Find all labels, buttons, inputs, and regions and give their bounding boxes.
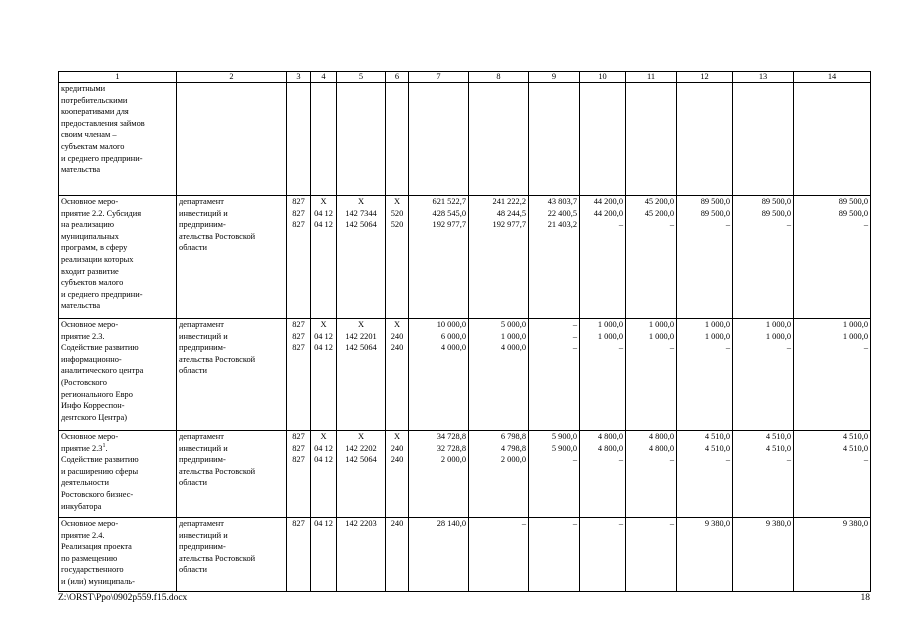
header-cell: 9: [529, 72, 580, 83]
value-line: 5 900,0: [551, 432, 577, 441]
value-line: 45 200,0: [644, 197, 674, 206]
value-line: 827: [292, 197, 305, 206]
value-line: Х: [357, 432, 365, 441]
value-line: 142 5064: [345, 343, 377, 353]
value-line: 04 12: [314, 443, 333, 453]
value-line: 1 000,0: [648, 320, 674, 329]
value-cell: [794, 518, 871, 592]
value-cell: [469, 196, 529, 319]
value-cell: [677, 196, 733, 319]
value-cell: [469, 83, 529, 196]
value-cell: [733, 518, 794, 592]
value-cell: [677, 83, 733, 196]
value-line: 44 200,0: [593, 197, 623, 206]
value-line: 4 800,0: [597, 432, 623, 441]
value-line: 04 12: [314, 331, 333, 341]
header-row: [59, 72, 871, 83]
value-line: –: [669, 220, 674, 230]
header-cell: 8: [469, 72, 529, 83]
value-cell: [733, 431, 794, 518]
value-cell: [287, 431, 311, 518]
value-line: 89 500,0: [761, 208, 791, 218]
value-line: 241 222,2: [492, 197, 526, 206]
value-line: –: [725, 343, 730, 353]
value-line: –: [863, 455, 868, 465]
value-cell: [580, 431, 626, 518]
header-cell: 3: [287, 72, 311, 83]
value-line: –: [572, 320, 577, 329]
value-cell: [287, 518, 311, 592]
value-line: 04 12: [314, 455, 333, 465]
value-line: 89 500,0: [838, 197, 868, 206]
value-line: 4 510,0: [765, 432, 791, 441]
value-cell: [386, 196, 409, 319]
value-cell: [386, 431, 409, 518]
value-line: 827: [292, 331, 305, 341]
value-cell: [580, 319, 626, 431]
value-line: 5 000,0: [500, 320, 526, 329]
value-line: –: [786, 455, 791, 465]
value-cell: [409, 431, 469, 518]
value-line: 89 500,0: [838, 208, 868, 218]
value-line: 2 000,0: [440, 455, 466, 465]
value-cell: [386, 319, 409, 431]
table-row: [59, 83, 871, 196]
value-line: 2 000,0: [500, 455, 526, 465]
value-line: 1 000,0: [704, 320, 730, 329]
value-line: –: [725, 220, 730, 230]
value-line: 4 000,0: [440, 343, 466, 353]
header-cell: 7: [409, 72, 469, 83]
value-line: 28 140,0: [436, 519, 466, 528]
value-cell: [677, 518, 733, 592]
value-cell: [626, 518, 677, 592]
value-line: Х: [393, 432, 401, 441]
value-line: –: [786, 343, 791, 353]
value-line: 827: [292, 443, 305, 453]
activity-name: кредитными потребительскими кооперативами для предоставления займов своим членам – субъектам малого и среднего предприни- мательства: [59, 83, 177, 196]
value-line: 240: [390, 331, 404, 341]
value-line: 1 000,0: [648, 331, 674, 341]
value-line: 04 12: [314, 343, 333, 353]
value-cell: [409, 196, 469, 319]
value-cell: [287, 83, 311, 196]
value-cell: [580, 83, 626, 196]
header-cell: 4: [311, 72, 337, 83]
value-line: –: [786, 220, 791, 230]
value-line: –: [572, 519, 577, 528]
table-row: [59, 518, 871, 592]
header-cell: 6: [386, 72, 409, 83]
value-cell: [626, 319, 677, 431]
value-line: 4 800,0: [648, 432, 674, 441]
value-line: 4 510,0: [842, 432, 868, 441]
value-line: 6 798,8: [500, 432, 526, 441]
file-path: Z:\ORST\Ppo\0902p559.f15.docx: [58, 593, 188, 603]
value-line: 142 2202: [345, 443, 377, 453]
activity-name: Основное меро- приятие 2.3. Содействие развитию информационно- аналитического центра (Ростовского регионального Евро Инфо Корреспон- дентского Центра): [59, 319, 177, 431]
value-cell: [469, 319, 529, 431]
budget-table: [58, 71, 871, 592]
value-line: 21 403,2: [547, 220, 577, 230]
executor: департамент инвестиций и предприним- ательства Ростовской области: [177, 518, 287, 592]
value-cell: [337, 196, 386, 319]
activity-name: Основное меро- приятие 2.2. Субсидия на реализацию муниципальных программ, в сфеpу реализации которых входит развитие субъектов малого и среднего предприни- мательства: [59, 196, 177, 319]
value-line: Х: [320, 432, 327, 441]
header-cell: 5: [337, 72, 386, 83]
value-cell: [529, 431, 580, 518]
value-line: –: [618, 455, 623, 465]
value-line: 827: [292, 208, 305, 218]
executor: департамент инвестиций и предприним- ательства Ростовской области: [177, 431, 287, 518]
value-cell: [311, 83, 337, 196]
value-cell: [469, 431, 529, 518]
value-cell: [311, 431, 337, 518]
value-line: 142 2201: [345, 331, 377, 341]
value-cell: [626, 83, 677, 196]
value-line: –: [572, 331, 577, 341]
value-line: –: [521, 519, 526, 528]
value-cell: [529, 518, 580, 592]
value-line: 240: [390, 455, 404, 465]
value-line: Х: [357, 197, 365, 206]
value-line: 827: [292, 432, 305, 441]
value-line: 89 500,0: [700, 197, 730, 206]
value-line: Х: [320, 320, 327, 329]
value-cell: [311, 518, 337, 592]
value-line: 240: [390, 519, 404, 528]
value-line: –: [669, 519, 674, 528]
value-line: 1 000,0: [765, 331, 791, 341]
value-line: 240: [390, 343, 404, 353]
table-row: [59, 431, 871, 518]
value-line: 4 800,0: [597, 443, 623, 453]
executor: департамент инвестиций и предприним- ательства Ростовской области: [177, 319, 287, 431]
value-cell: [311, 319, 337, 431]
value-line: 04 12: [314, 220, 333, 230]
value-line: 192 977,7: [492, 220, 526, 230]
header-cell: 14: [794, 72, 871, 83]
value-line: 22 400,5: [547, 208, 577, 218]
value-line: 10 000,0: [436, 320, 466, 329]
value-cell: [529, 83, 580, 196]
value-line: 192 977,7: [432, 220, 466, 230]
value-line: 4 510,0: [842, 443, 868, 453]
value-line: –: [572, 455, 577, 465]
value-cell: [794, 83, 871, 196]
value-cell: [626, 431, 677, 518]
value-cell: [409, 83, 469, 196]
value-line: Х: [393, 197, 401, 206]
value-cell: [733, 196, 794, 319]
value-line: 1 000,0: [842, 331, 868, 341]
value-line: 45 200,0: [644, 208, 674, 218]
value-line: 4 800,0: [648, 443, 674, 453]
value-line: 1 000,0: [597, 320, 623, 329]
value-line: 48 244,5: [496, 208, 526, 218]
value-cell: [287, 319, 311, 431]
value-line: 9 380,0: [765, 519, 791, 528]
value-line: 9 380,0: [704, 519, 730, 528]
value-line: –: [618, 220, 623, 230]
value-line: –: [863, 220, 868, 230]
executor: [177, 83, 287, 196]
value-line: 827: [292, 220, 305, 230]
value-line: –: [669, 455, 674, 465]
value-cell: [733, 83, 794, 196]
value-cell: [733, 319, 794, 431]
value-cell: [626, 196, 677, 319]
value-cell: [386, 83, 409, 196]
value-line: 9 380,0: [842, 519, 868, 528]
value-cell: [580, 196, 626, 319]
value-cell: [677, 431, 733, 518]
value-line: 6 000,0: [440, 331, 466, 341]
value-line: 4 510,0: [704, 432, 730, 441]
value-cell: [409, 319, 469, 431]
value-line: 827: [292, 320, 305, 329]
value-line: 4 510,0: [704, 443, 730, 453]
value-line: 4 798,8: [500, 443, 526, 453]
value-line: 34 728,8: [436, 432, 466, 441]
activity-name: Основное меро- приятие 2.4. Реализация проекта по размещению государственного и (или) муниципаль-: [59, 518, 177, 592]
value-line: 43 803,7: [547, 197, 577, 206]
value-line: 4 510,0: [765, 443, 791, 453]
value-line: 89 500,0: [761, 197, 791, 206]
value-line: 4 000,0: [500, 343, 526, 353]
footnote-marker: 1: [102, 442, 106, 449]
header-cell: 2: [177, 72, 287, 83]
value-cell: [580, 518, 626, 592]
value-line: 240: [390, 443, 404, 453]
value-line: 1 000,0: [704, 331, 730, 341]
value-cell: [409, 518, 469, 592]
value-cell: [337, 319, 386, 431]
value-cell: [794, 196, 871, 319]
value-line: 827: [292, 519, 305, 528]
value-line: –: [669, 343, 674, 353]
value-cell: [337, 83, 386, 196]
value-cell: [529, 319, 580, 431]
value-cell: [529, 196, 580, 319]
header-cell: 10: [580, 72, 626, 83]
value-line: 142 2203: [345, 519, 377, 528]
executor: департамент инвестиций и предприним- ательства Ростовской области: [177, 196, 287, 319]
value-line: Х: [357, 320, 365, 329]
value-line: –: [725, 455, 730, 465]
value-line: –: [572, 343, 577, 353]
value-line: 142 7344: [345, 208, 377, 218]
value-line: Х: [393, 320, 401, 329]
value-line: –: [618, 343, 623, 353]
header-cell: 11: [626, 72, 677, 83]
value-line: 428 545,0: [432, 208, 466, 218]
value-cell: [794, 319, 871, 431]
value-line: 1 000,0: [500, 331, 526, 341]
value-line: 04 12: [314, 208, 333, 218]
value-line: 827: [292, 343, 305, 353]
table-row: [59, 196, 871, 319]
value-line: 520: [390, 220, 404, 230]
value-cell: [337, 518, 386, 592]
value-line: 621 522,7: [432, 197, 466, 206]
table-row: [59, 319, 871, 431]
activity-name: Основное меро- приятие $2.3^1$. Содействие развитию и расширению сферы деятельности Ростовского бизнес- инкубатора: [59, 431, 177, 518]
value-cell: [337, 431, 386, 518]
value-line: 5 900,0: [551, 443, 577, 453]
value-line: –: [618, 519, 623, 528]
value-line: 1 000,0: [842, 320, 868, 329]
value-cell: [794, 431, 871, 518]
value-cell: [386, 518, 409, 592]
value-line: 04 12: [314, 519, 333, 528]
value-line: 827: [292, 455, 305, 465]
value-line: –: [863, 343, 868, 353]
value-cell: [311, 196, 337, 319]
header-cell: 13: [733, 72, 794, 83]
value-line: 142 5064: [345, 220, 377, 230]
header-cell: 12: [677, 72, 733, 83]
header-cell: 1: [59, 72, 177, 83]
value-line: 1 000,0: [597, 331, 623, 341]
value-line: 520: [390, 208, 404, 218]
value-line: 1 000,0: [765, 320, 791, 329]
value-cell: [469, 518, 529, 592]
value-cell: [677, 319, 733, 431]
page-number: 18: [860, 593, 870, 603]
value-line: 142 5064: [345, 455, 377, 465]
value-line: 44 200,0: [593, 208, 623, 218]
value-line: Х: [320, 197, 327, 206]
value-line: 32 728,8: [436, 443, 466, 453]
value-cell: [287, 196, 311, 319]
value-line: 89 500,0: [700, 208, 730, 218]
